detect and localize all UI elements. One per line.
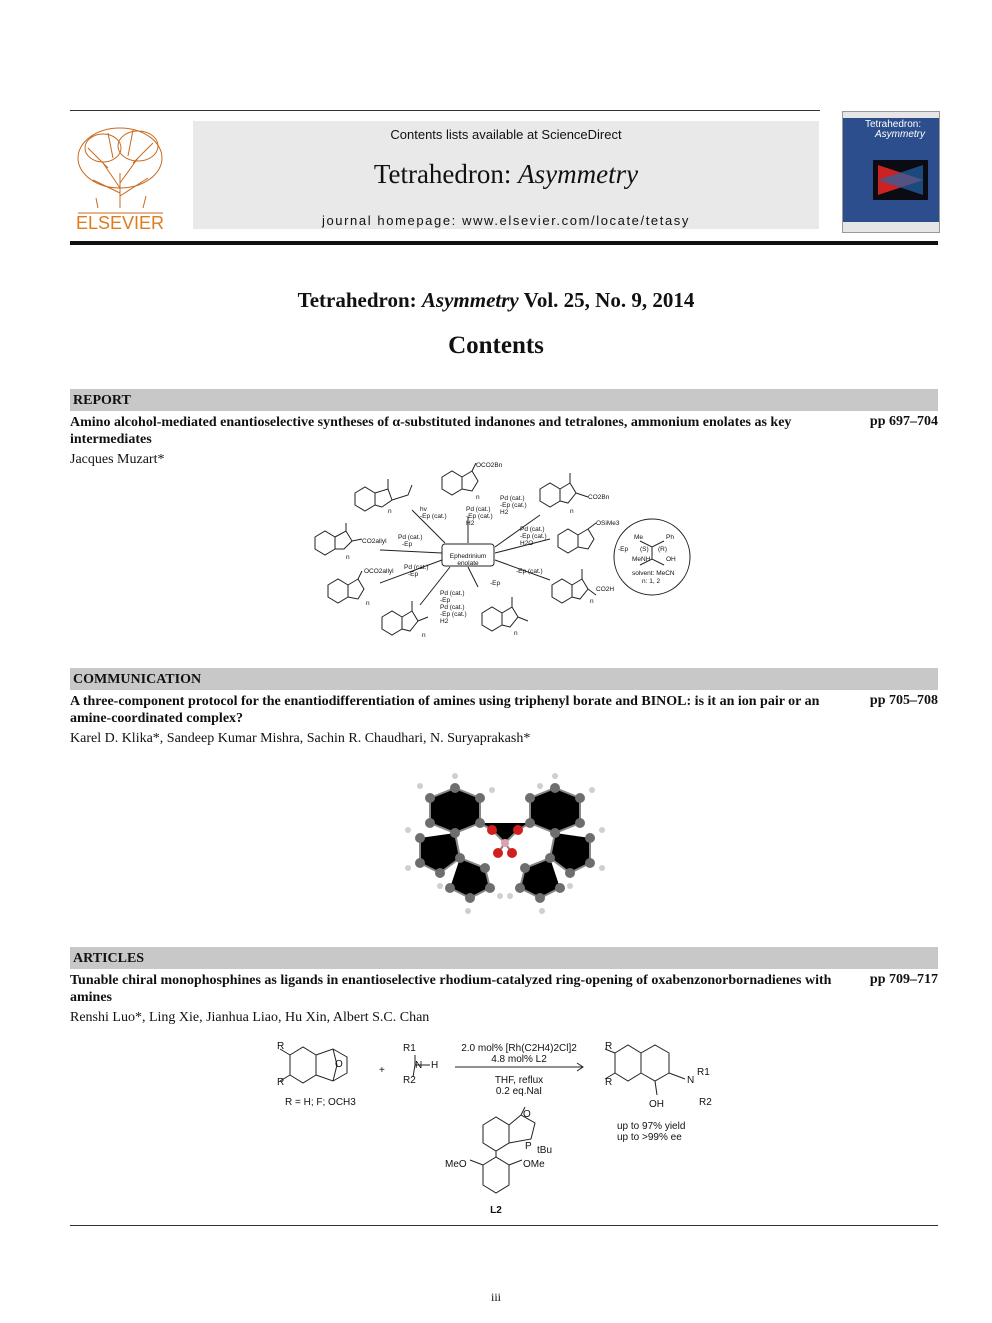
- plus-sign: +: [379, 1065, 385, 1076]
- label-h2o: H2O: [520, 540, 534, 547]
- ligand-meo: MeO: [445, 1159, 467, 1170]
- section-heading-communication: COMMUNICATION: [70, 668, 938, 690]
- banner-journal-title: [193, 159, 819, 190]
- label-ep-cat-3: -Ep (cat.): [500, 502, 527, 509]
- header-rule: [70, 241, 938, 245]
- label-n-1: n: [388, 508, 392, 515]
- label-h2-1: H2: [466, 520, 475, 527]
- journal-cover: [842, 111, 940, 233]
- eph-solvent: solvent: MeCN: [632, 570, 675, 577]
- journal-homepage[interactable]: journal homepage: www.elsevier.com/locate/tetasy: [321, 213, 690, 228]
- article-title[interactable]: Tunable chiral monophosphines as ligands in enantioselective rhodium-catalyzed ring-opening of oxabenzonorbornadienes with amines: [70, 973, 832, 1005]
- eph-menh: MeNH: [632, 556, 651, 563]
- label-cobn: CO2Bn: [588, 494, 610, 501]
- label-ep-3: -Ep: [440, 597, 451, 604]
- label-pd-cat-5: Pd (cat.): [404, 564, 429, 571]
- communication-pages: pp 705–708: [869, 693, 938, 708]
- r-label-2: R: [277, 1077, 285, 1088]
- label-h2-3: H2: [440, 618, 449, 625]
- condition-1: 2.0 mol% [Rh(C2H4)2Cl]2: [461, 1043, 577, 1054]
- banner-journal-name-italic: Asymmetry: [518, 159, 639, 189]
- label-pd-cat-7: Pd (cat.): [440, 604, 465, 611]
- label-ep-cat-6: -Ep (cat.): [440, 611, 467, 618]
- footer-rule: [70, 1225, 938, 1226]
- issue-volume: Vol. 25, No. 9, 2014: [523, 288, 695, 312]
- ligand-tbu: tBu: [537, 1145, 553, 1156]
- contents-title: Contents: [448, 332, 544, 359]
- r-label-1: R: [277, 1041, 285, 1052]
- cover-title: Tetrahedron:: [865, 119, 922, 130]
- product-r-1: R: [605, 1041, 613, 1052]
- indanone-8: [540, 473, 588, 507]
- r1-label: R1: [403, 1043, 416, 1054]
- label-pd-cat-4: Pd (cat.): [520, 526, 545, 533]
- contents-lists-note: Contents lists available at ScienceDirect: [390, 127, 622, 142]
- product-r-2: R: [605, 1077, 613, 1088]
- eph-r: (R): [658, 546, 668, 553]
- condition-4: 0.2 eq.NaI: [495, 1086, 543, 1097]
- indanone-2: [315, 523, 362, 555]
- section-heading-articles: ARTICLES: [70, 947, 938, 969]
- yield-note: up to 97% yield: [617, 1121, 686, 1132]
- cover-subtitle: Asymmetry: [875, 129, 925, 140]
- article-pages: pp 709–717: [869, 972, 938, 987]
- ligand-ome: OMe: [523, 1159, 545, 1170]
- communication-authors: Karel D. Klika*, Sandeep Kumar Mishra, Sachin R. Chaudhari, N. Suryaprakash*: [70, 731, 531, 746]
- label-pd-cat-6: Pd (cat.): [440, 590, 465, 597]
- molecular-model-graphic: [400, 768, 610, 918]
- label-ocobn: OCO2Bn: [476, 462, 503, 469]
- label-ep-2: -Ep: [408, 571, 419, 578]
- ligand-o: O: [523, 1109, 531, 1120]
- label-ep-1: -Ep: [402, 541, 413, 548]
- issue-heading: [0, 288, 992, 313]
- label-n-2: n: [346, 554, 350, 561]
- top-rule: [70, 110, 820, 111]
- elsevier-logo: [68, 118, 172, 234]
- label-ep-cat-5: -Ep (cat.): [516, 568, 543, 575]
- report-pages: pp 697–704: [869, 414, 938, 429]
- center-label-1: Ephedrinium: [449, 553, 487, 560]
- indanone-1: [355, 479, 412, 511]
- label-pd-cat-2: Pd (cat.): [500, 495, 525, 502]
- report-title[interactable]: Amino alcohol-mediated enantioselective syntheses of α-substituted indanones and tetralones, ammonium enolates as key intermediates: [70, 415, 792, 447]
- eph-n: n: 1, 2: [642, 578, 661, 585]
- label-n-7: n: [570, 508, 574, 515]
- n-label: N: [415, 1060, 423, 1071]
- report-authors: Jacques Muzart*: [70, 452, 165, 467]
- article-authors: Renshi Luo*, Ling Xie, Jianhua Liao, Hu Xin, Albert S.C. Chan: [70, 1010, 430, 1025]
- cover-artwork: [873, 160, 928, 200]
- indene-9: [442, 463, 478, 495]
- label-pd-cat-3: Pd (cat.): [398, 534, 423, 541]
- section-heading-report: REPORT: [70, 389, 938, 411]
- substituent-note: R = H; F; OCH3: [285, 1097, 356, 1108]
- label-osime3: OSiMe3: [596, 520, 620, 527]
- label-ep-cat-4: -Ep (cat.): [520, 533, 547, 540]
- condition-3: THF, reflux: [494, 1075, 544, 1086]
- journal-banner: [193, 121, 819, 229]
- label-n-4: n: [422, 632, 426, 639]
- o-bridge-label: O: [335, 1059, 343, 1070]
- product-r1: R1: [697, 1067, 710, 1078]
- issue-journal-italic: Asymmetry: [421, 288, 519, 312]
- eph-oh: OH: [666, 556, 676, 563]
- communication-title[interactable]: A three-component protocol for the enantiodifferentiation of amines using triphenyl borate and BINOL: is it an ion pair or an amine-coordinated complex?: [70, 694, 820, 726]
- indanone-4: [382, 601, 428, 635]
- label-n-3: n: [366, 600, 370, 607]
- article-graphical-abstract: [265, 1035, 745, 1220]
- eph-ep: -Ep: [618, 546, 629, 553]
- label-pd-cat-1: Pd (cat.): [466, 506, 491, 513]
- ligand-p: P: [525, 1141, 532, 1152]
- label-ep-cat-2: -Ep (cat.): [466, 513, 493, 520]
- elsevier-wordmark: ELSEVIER: [75, 213, 165, 233]
- center-label-2: enolate: [457, 560, 479, 567]
- ee-note: up to >99% ee: [617, 1132, 682, 1143]
- label-coallyl: CO2allyl: [362, 538, 387, 545]
- product-oh: OH: [649, 1099, 664, 1110]
- label-ep-4: -Ep: [490, 580, 501, 587]
- eph-ph: Ph: [666, 534, 674, 541]
- condition-2: 4.8 mol% L2: [491, 1054, 547, 1065]
- label-n-6: n: [590, 598, 594, 605]
- indene-7: [558, 523, 596, 553]
- label-n-8: n: [476, 494, 480, 501]
- eph-me: Me: [634, 534, 644, 541]
- page-number: iii: [490, 1290, 501, 1304]
- product-n: N: [687, 1075, 695, 1086]
- label-ocoallyl: OCO2allyl: [364, 568, 394, 575]
- issue-journal: Tetrahedron:: [297, 288, 417, 312]
- report-graphical-abstract: [300, 455, 700, 645]
- banner-journal-name: Tetrahedron:: [373, 159, 512, 189]
- indanone-5: [482, 597, 528, 631]
- label-hv: hv: [420, 506, 427, 513]
- label-ep-cat-1: -Ep (cat.): [420, 513, 447, 520]
- ligand-label: L2: [490, 1205, 502, 1216]
- product-r2: R2: [699, 1097, 712, 1108]
- label-coh: CO2H: [596, 586, 615, 593]
- label-n-5: n: [514, 630, 518, 637]
- label-h2-2: H2: [500, 509, 509, 516]
- indene-3: [328, 571, 364, 603]
- h-label: H: [431, 1060, 439, 1071]
- eph-s: (S): [640, 546, 649, 553]
- r2-label: R2: [403, 1075, 416, 1086]
